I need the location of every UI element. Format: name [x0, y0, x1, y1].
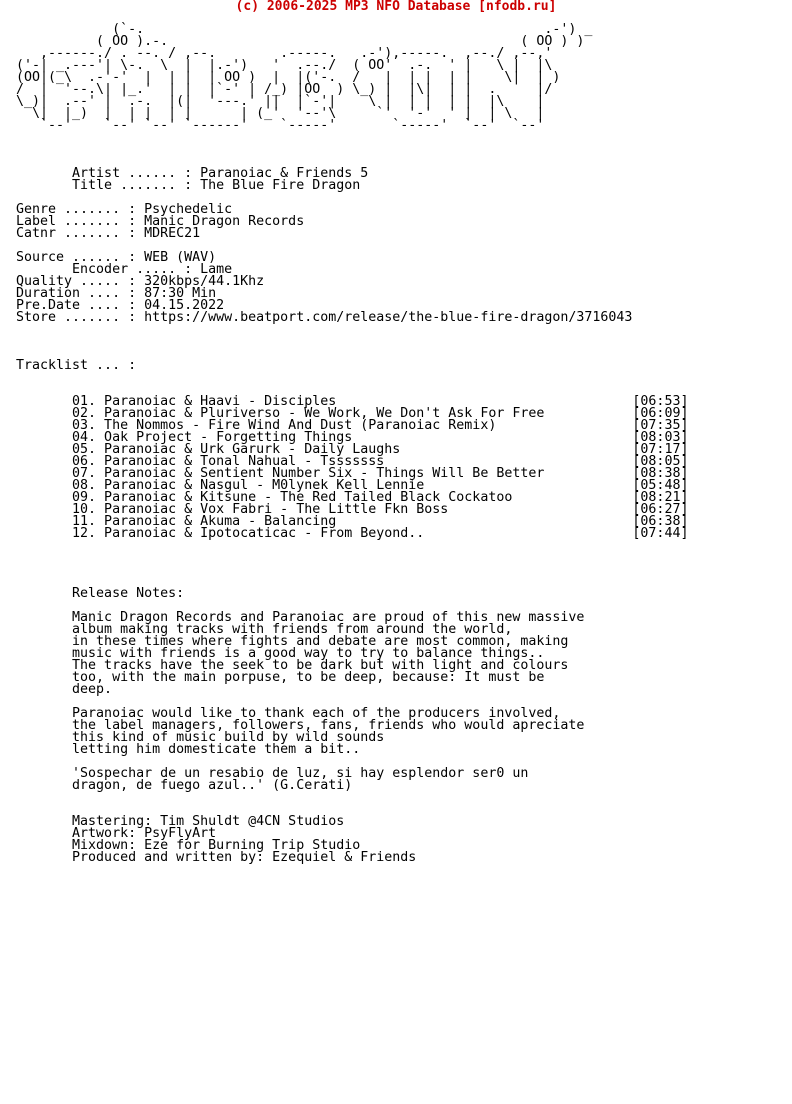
- release-notes-line: Paranoiac would like to thank each of the producers involved,: [16, 706, 561, 721]
- catnr-line: Catnr ....... : MDREC21: [16, 226, 201, 241]
- tracklist: [16, 396, 688, 540]
- credits-line: Mixdown: Eze for Burning Trip Studio: [16, 838, 361, 853]
- release-notes-line: letting him domesticate them a bit..: [16, 742, 361, 757]
- store-line: Store ....... : https://www.beatport.com/release/the-blue-fire-dragon/3716043: [16, 310, 633, 325]
- track-row: 06. Paranoiac & Tonal Nahual - Tsssssss [08:05]: [16, 454, 689, 469]
- ascii-logo-line: (OO|(_\ .-'-' | | | | OO ) | |('-. / | | | | | \| | ): [16, 70, 561, 85]
- ascii-logo-line: \_)| .--' | .-. |(| '---.' || |`-'| \ | | | | | |\ |: [16, 94, 545, 109]
- track-row: 07. Paranoiac & Sentient Number Six - Things Will Be Better [08:38]: [16, 466, 689, 481]
- release-notes-line: Manic Dragon Records and Paranoiac are proud of this new massive: [16, 610, 585, 625]
- release-notes-line: this kind of music build by wild sounds: [16, 730, 385, 745]
- release-notes-line: deep.: [16, 682, 113, 697]
- ascii-logo-line: \| |_) | | | | | | (_' '--'\ `' '-' ' | | \ |: [16, 106, 545, 121]
- label-line: Label ....... : Manic Dragon Records: [16, 214, 305, 229]
- release-notes-line: music with friends is a good way to try to balance things..: [16, 646, 545, 661]
- ascii-logo-line: ,------./ . --. / ,--. .-----. .-'),-----. ,--./ ,--,': [16, 46, 553, 61]
- ascii-logo-line: / | '--.\| |_.' | | |`-' | /_) |OO ) \_) | |\| | | . |/: [16, 82, 553, 97]
- quote-line: dragon, de fuego azul..' (G.Cerati): [16, 778, 353, 793]
- ascii-logo-line: (`-. .-') _: [16, 22, 593, 37]
- track-row: 08. Paranoiac & Nasgul - M0lynek Kell Lennie [05:48]: [16, 478, 689, 493]
- quote: [16, 768, 688, 792]
- nfo-document: [16, 24, 688, 864]
- source-line: Source ...... : WEB (WAV): [16, 250, 217, 265]
- credits-line: Produced and written by: Ezequiel & Friends: [16, 850, 417, 865]
- credits-line: Artwork: PsyFlyArt: [16, 826, 217, 841]
- release-notes-paragraph-1: [16, 612, 688, 696]
- quote-line: 'Sospechar de un resabio de luz, si hay esplendor ser0 un: [16, 766, 529, 781]
- track-row: 01. Paranoiac & Haavi - Disciples [06:53]: [16, 394, 689, 409]
- track-row: 03. The Nommos - Fire Wind And Dust (Paranoiac Remix) [07:35]: [16, 418, 689, 433]
- ascii-logo-line: ( OO ).-. ( OO ) ): [16, 34, 585, 49]
- release-notes-line: too, with the main porpuse, to be deep, because: It must be: [16, 670, 545, 685]
- track-row: 05. Paranoiac & Urk Garurk - Daily Laughs [07:17]: [16, 442, 689, 457]
- nfodb-header: (c) 2006-2025 MP3 NFO Database [nfodb.ru]: [235, 0, 557, 14]
- tracklist-heading: Tracklist ... :: [16, 358, 137, 373]
- quality-line: Quality ..... : 320kbps/44.1Khz: [16, 274, 265, 289]
- track-row: 02. Paranoiac & Pluriverso - We Work, We Don't Ask For Free [06:09]: [16, 406, 689, 421]
- track-row: 04. Oak Project - Forgetting Things [08:03]: [16, 430, 689, 445]
- genre-line: Genre ....... : Psychedelic: [16, 202, 233, 217]
- track-row: 11. Paranoiac & Akuma - Balancing [06:38]: [16, 514, 689, 529]
- release-notes-paragraph-2: [16, 708, 688, 756]
- track-row: 09. Paranoiac & Kitsune - The Red Tailed Black Cockatoo [08:21]: [16, 490, 689, 505]
- title-line: Title ....... : The Blue Fire Dragon: [16, 178, 361, 193]
- release-notes-line: the label managers, followers, fans, friends who would apreciate: [16, 718, 585, 733]
- credits-line: Mastering: Tim Shuldt @4CN Studios: [16, 814, 345, 829]
- predate-line: Pre.Date .... : 04.15.2022: [16, 298, 225, 313]
- release-notes-heading: Release Notes:: [16, 586, 185, 601]
- ascii-logo: [16, 24, 688, 132]
- release-notes-line: The tracks have the seek to be dark but with light and colours: [16, 658, 569, 673]
- track-row: 12. Paranoiac & Ipotocaticac - From Beyond.. [07:44]: [16, 526, 689, 541]
- duration-line: Duration .... : 87:30 Min: [16, 286, 217, 301]
- artist-line: Artist ...... : Paranoiac & Friends 5: [16, 166, 369, 181]
- credits: [16, 816, 688, 864]
- ascii-logo-line: ('-| _.---'| \-. \ | |.-') ' .--./ ( OO' .-. ' | \ | |\: [16, 58, 553, 73]
- release-notes-line: album making tracks with friends from around the world,: [16, 622, 513, 637]
- track-row: 10. Paranoiac & Vox Fabri - The Little Fkn Boss [06:27]: [16, 502, 689, 517]
- encoder-line: Encoder ..... : Lame: [16, 262, 233, 277]
- ascii-logo-line: `--' `--' `--' `------' `-----' `-----' `--' `--': [16, 118, 545, 133]
- release-notes-line: in these times where fights and debate are most common, making: [16, 634, 569, 649]
